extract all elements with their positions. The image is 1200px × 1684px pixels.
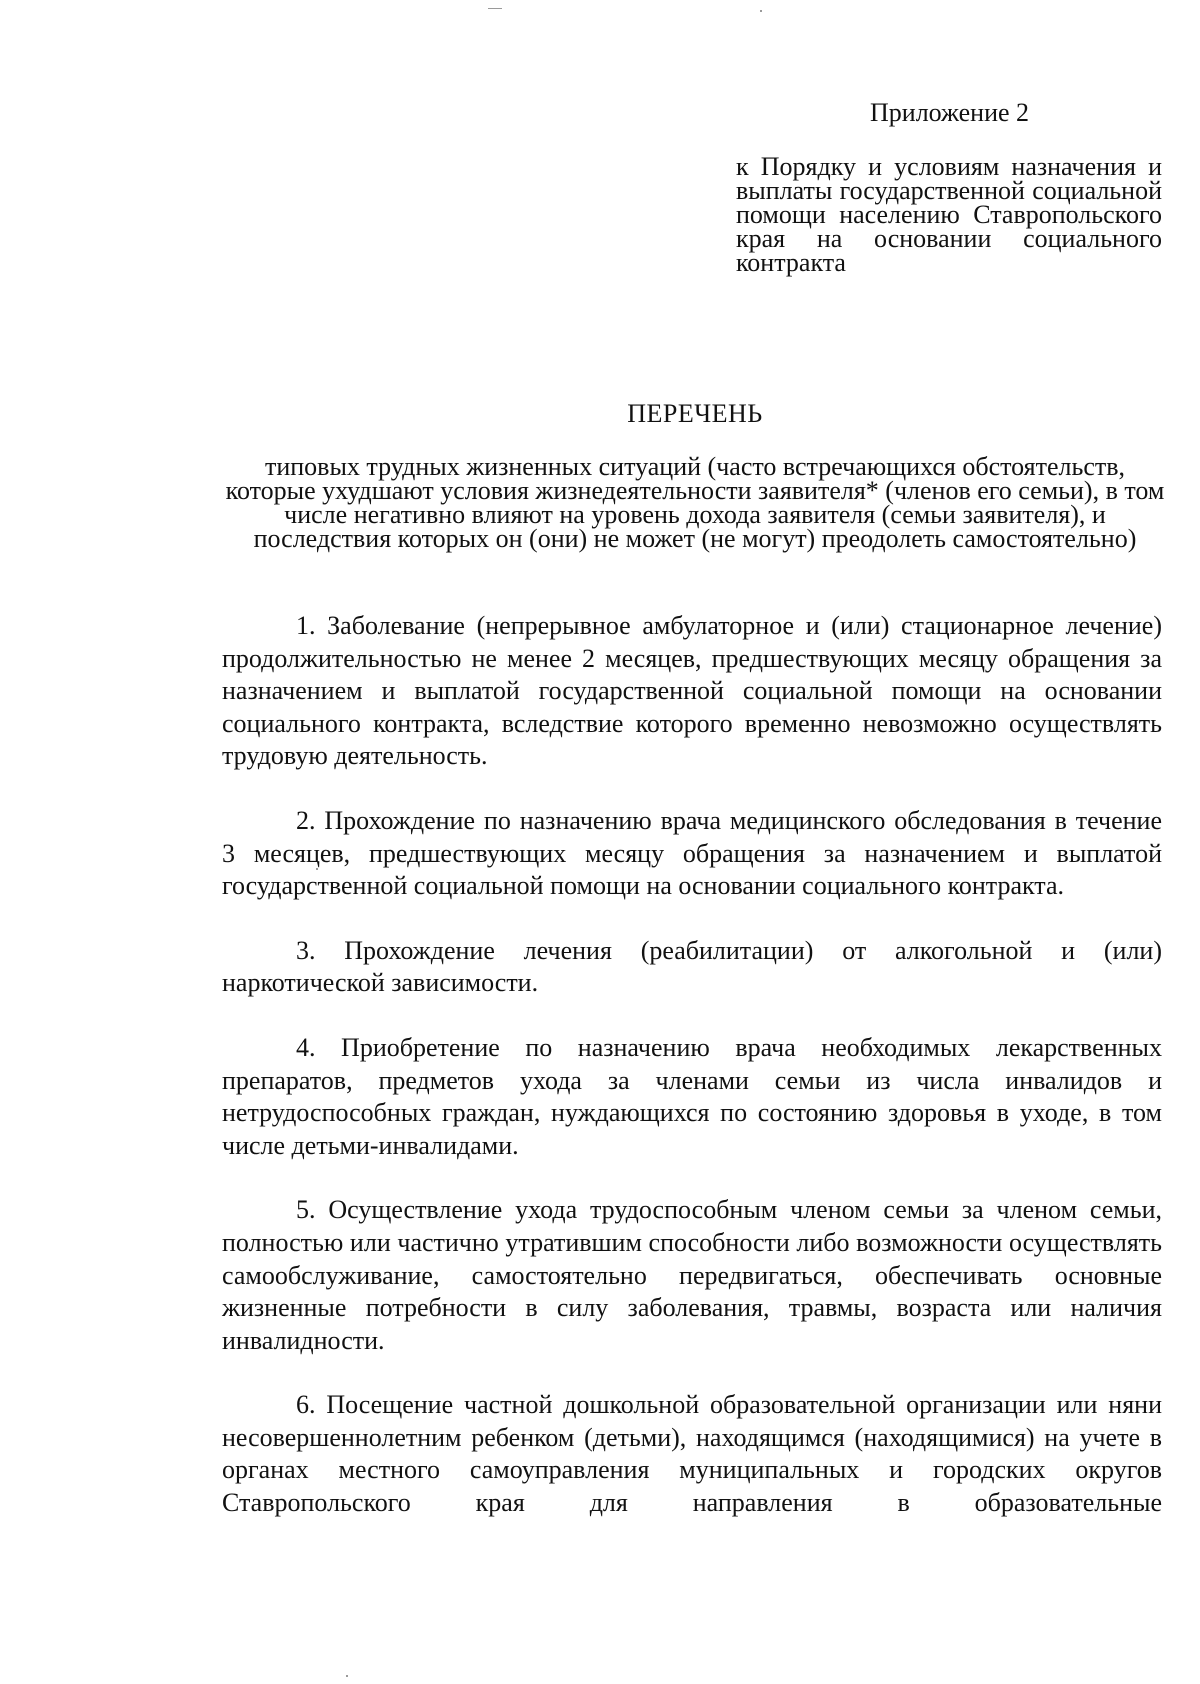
list-item: 4. Приобретение по назначению врача необходимых лекарственных препаратов, предметов ухода за членами семьи из числа инвалидов и нетрудоспособных граждан, нуждающихся по состоянию здоровья в уходе, в том числе детьми-инвалидами.	[222, 1032, 1162, 1160]
appendix-subtitle: к Порядку и условиям назначения и выплаты государственной социальной помощи населению Ставропольского края на основании социального контракта	[736, 152, 1162, 277]
document-title: ПЕРЕЧЕНЬ	[627, 399, 763, 428]
scan-artifact	[346, 1675, 348, 1677]
list-item: 5. Осуществление ухода трудоспособным членом семьи за членом семьи, полностью или частично утратившим способности либо возможности осуществлять самообслуживание, самостоятельно передвигаться, обеспечивать основные жизненные потребности в силу заболевания, травмы, возраста или наличия инвалидности.	[222, 1195, 1162, 1355]
document-subtitle: типовых трудных жизненных ситуаций (часто встречающихся обстоятельств, которые ухудшают условия жизнедеятельности заявителя* (членов его семьи), в том числе негативно влияют на уровень дохода заявителя (семьи заявителя), и последствия которых он (они) не может (не могут) преодолеть самостоятельно)	[225, 452, 1165, 553]
appendix-title: Приложение 2	[870, 98, 1030, 127]
list-item: 2. Прохождение по назначению врача медицинского обследования в течение 3 месяцев, предшествующих месяцу обращения за назначением и выплатой государственной социальной помощи на основании социального контракта.	[222, 805, 1162, 901]
list-item: 3. Прохождение лечения (реабилитации) от алкогольной и (или) наркотической зависимости.	[222, 935, 1162, 998]
scan-artifact	[760, 10, 762, 12]
situations-list	[222, 610, 1162, 1552]
list-item: 1. Заболевание (непрерывное амбулаторное и (или) стационарное лечение) продолжительностью не менее 2 месяцев, предшествующих месяцу обращения за назначением и выплатой государственной социальной помощи на основании социального контракта, вследствие которого временно невозможно осуществлять трудовую деятельность.	[222, 611, 1162, 771]
list-item: 6. Посещение частной дошкольной образовательной организации или няни несовершеннолетним ребенком (детьми), находящимся (находящимися) на учете в органах местного самоуправления муниципальных и городских округов Ставропольского края для направления в образовательные	[222, 1390, 1162, 1518]
scan-artifact	[488, 8, 502, 9]
